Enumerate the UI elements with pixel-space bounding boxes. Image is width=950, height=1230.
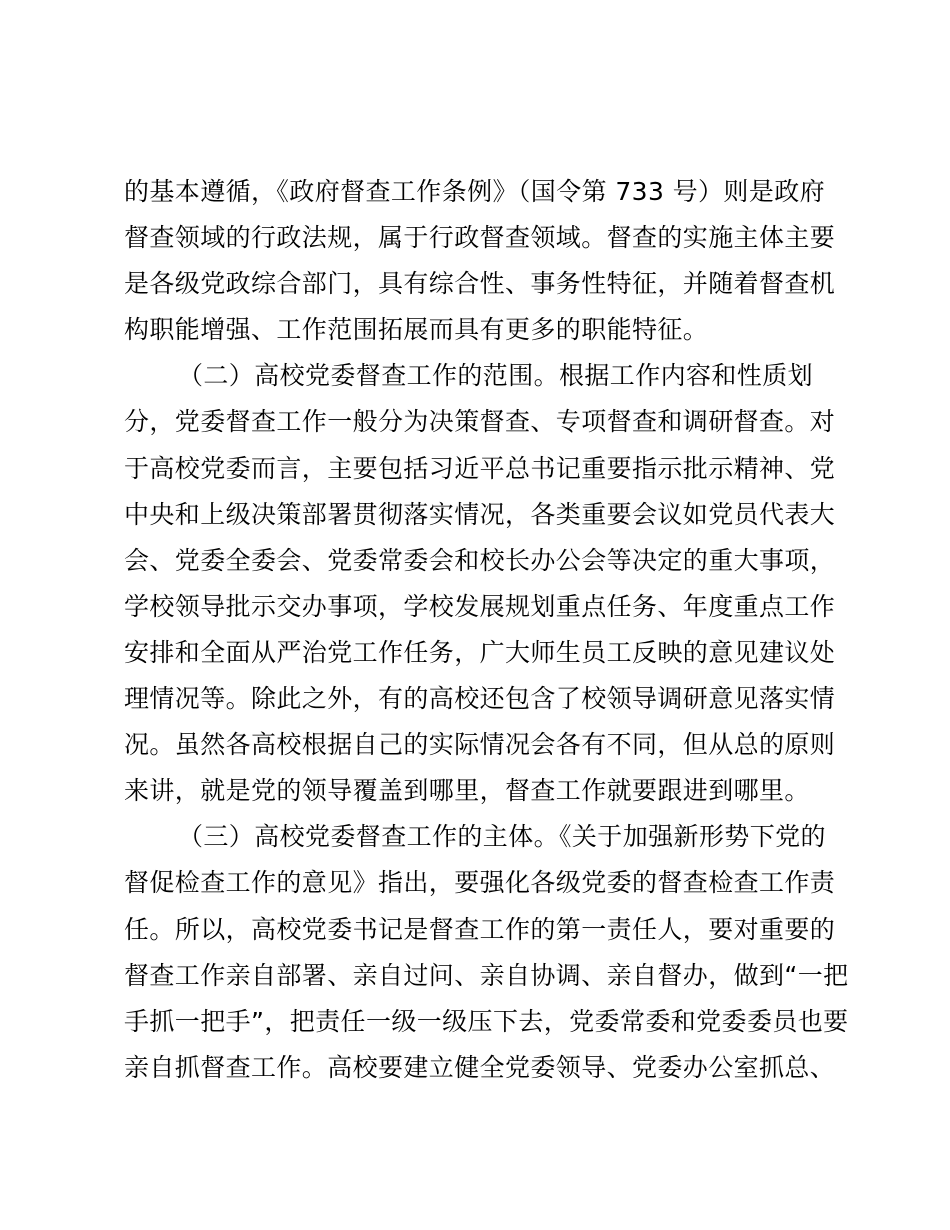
text-line: 于高校党委而言，主要包括习近平总书记重要指示批示精神、党 bbox=[124, 453, 836, 483]
text-line: 来讲，就是党的领导覆盖到哪里，督查工作就要跟进到哪里。 bbox=[124, 776, 810, 806]
text-line: 手抓一把手”，把责任一级一级压下去，党委常委和党委委员也要 bbox=[124, 1006, 849, 1036]
text-line: 会、党委全委会、党委常委会和校长办公会等决定的重大事项， bbox=[124, 545, 836, 575]
text-line: 任。所以，高校党委书记是督查工作的第一责任人，要对重要的 bbox=[124, 914, 836, 944]
text-line: 督查领域的行政法规，属于行政督查领域。督查的实施主体主要 bbox=[124, 223, 836, 253]
text-line: 安排和全面从严治党工作任务，广大师生员工反映的意见建议处 bbox=[124, 637, 836, 667]
text-line: 学校领导批示交办事项，学校发展规划重点任务、年度重点工作 bbox=[124, 591, 836, 621]
text-line: 的基本遵循，《政府督查工作条例》（国令第 733 号）则是政府 bbox=[124, 177, 826, 206]
text-line: 亲自抓督查工作。高校要建立健全党委领导、党委办公室抓总、 bbox=[124, 1052, 836, 1082]
section-heading-line: （二）高校党委督查工作的范围。根据工作内容和性质划 bbox=[178, 361, 814, 391]
text-line: 督促检查工作的意见》指出，要强化各级党委的督查检查工作责 bbox=[124, 868, 836, 898]
text-line: 督查工作亲自部署、亲自过问、亲自协调、亲自督办，做到“一把 bbox=[124, 960, 849, 990]
text-line: 构职能增强、工作范围拓展而具有更多的职能特征。 bbox=[124, 315, 709, 345]
text-line: 是各级党政综合部门，具有综合性、事务性特征，并随着督查机 bbox=[124, 269, 836, 299]
section-heading-line: （三）高校党委督查工作的主体。《关于加强新形势下党的 bbox=[178, 822, 826, 852]
text-line: 理情况等。除此之外，有的高校还包含了校领导调研意见落实情 bbox=[124, 684, 836, 714]
document-body bbox=[124, 169, 849, 1091]
text-line: 况。虽然各高校根据自己的实际情况会各有不同，但从总的原则 bbox=[124, 730, 836, 760]
text-line: 分，党委督查工作一般分为决策督查、专项督查和调研督查。对 bbox=[124, 407, 836, 437]
text-line: 中央和上级决策部署贯彻落实情况，各类重要会议如党员代表大 bbox=[124, 499, 836, 529]
